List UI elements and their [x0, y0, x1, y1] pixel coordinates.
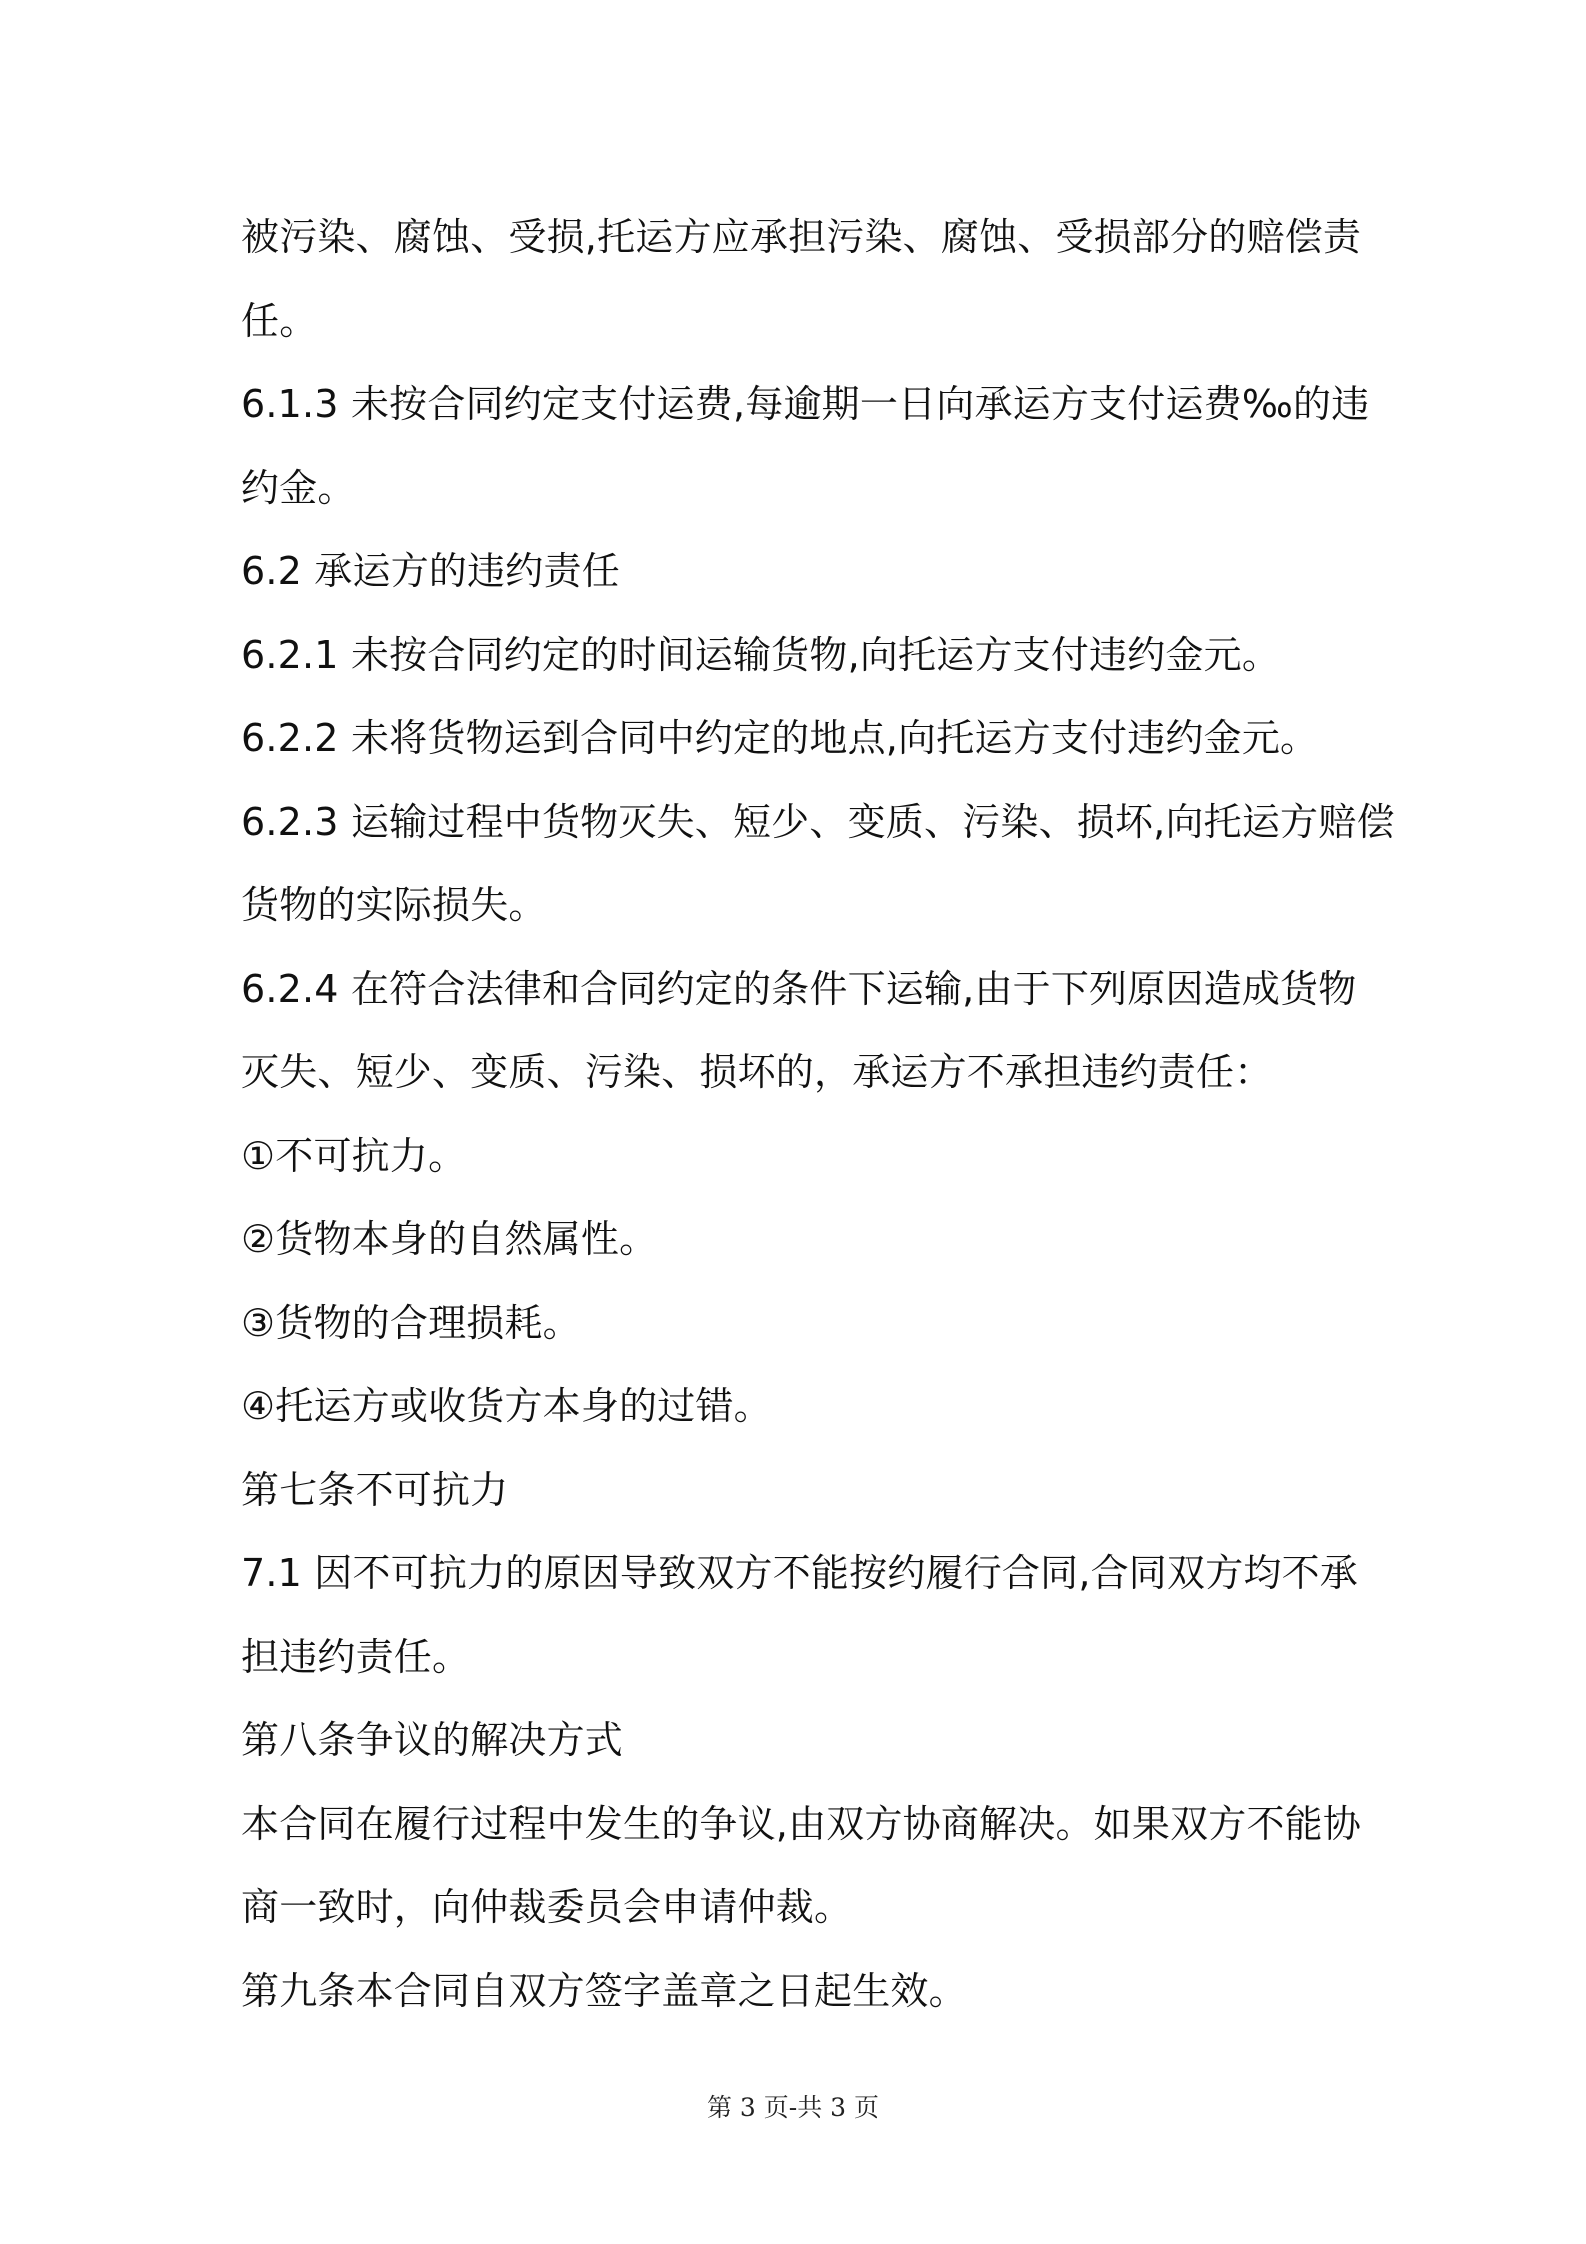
document-body [241, 196, 1395, 2033]
text-line: 任。 [241, 298, 318, 343]
article-heading: 第八条争议的解决方式 [241, 1718, 624, 1762]
list-item: ②货物本身的自然属性。 [241, 1217, 658, 1261]
text-line: 本合同在履行过程中发生的争议,由双方协商解决。如果双方不能协 [241, 1801, 1362, 1846]
article-heading: 第九条本合同自双方签字盖章之日起生效。 [241, 1968, 967, 2013]
text-line: 6.2.2 未将货物运到合同中约定的地点,向托运方支付违约金元。 [241, 716, 1319, 760]
text-line: 担违约责任。 [241, 1634, 471, 1679]
page-footer: 第 3 页-共 3 页 [706, 2093, 880, 2122]
article-heading: 第七条不可抗力 [241, 1467, 509, 1512]
text-line: 货物的实际损失。 [241, 883, 547, 927]
text-line: 6.2.4 在符合法律和合同约定的条件下运输,由于下列原因造成货物 [241, 966, 1357, 1011]
list-item: ③货物的合理损耗。 [241, 1300, 581, 1345]
text-line: 被污染、腐蚀、受损,托运方应承担污染、腐蚀、受损部分的赔偿责 [241, 215, 1362, 259]
text-line: 约金。 [241, 465, 356, 510]
text-line: 灭失、短少、变质、污染、损坏的，承运方不承担违约责任： [241, 1050, 1273, 1094]
text-line: 6.2.3 运输过程中货物灭失、短少、变质、污染、损坏,向托运方赔偿 [241, 799, 1395, 844]
text-line: 6.2.1 未按合同约定的时间运输货物,向托运方支付违约金元。 [241, 632, 1281, 677]
text-line: 7.1 因不可抗力的原因导致双方不能按约履行合同,合同双方均不承 [241, 1551, 1358, 1595]
text-line: 6.1.3 未按合同约定支付运费,每逾期一日向承运方支付运费‰的违 [241, 382, 1370, 426]
list-item: ①不可抗力。 [241, 1133, 467, 1178]
section-heading: 6.2 承运方的违约责任 [241, 549, 620, 593]
text-line: 商一致时，向仲裁委员会申请仲裁。 [241, 1885, 853, 1929]
list-item: ④托运方或收货方本身的过错。 [241, 1384, 772, 1428]
